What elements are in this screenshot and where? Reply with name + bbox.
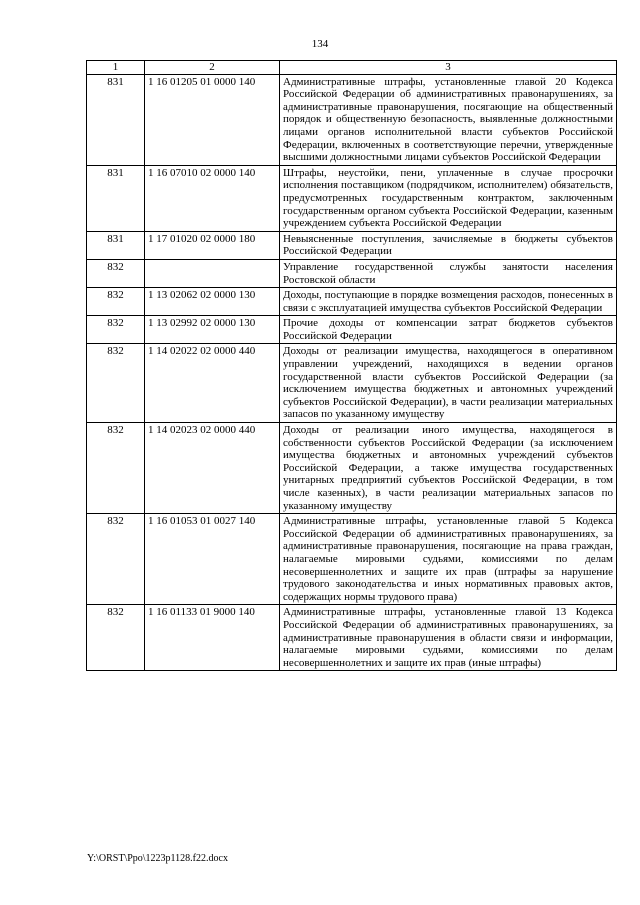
- budget-classification-code-cell: 1 16 07010 02 0000 140: [145, 165, 280, 231]
- column-header-2: 2: [145, 61, 280, 75]
- table-row: [87, 165, 617, 231]
- admin-code-cell: 832: [87, 288, 145, 316]
- table-row: [87, 74, 617, 165]
- table-row: [87, 316, 617, 344]
- admin-code-cell: 831: [87, 74, 145, 165]
- table-row: [87, 344, 617, 423]
- budget-classification-code-cell: [145, 259, 280, 287]
- revenue-description-cell: Невыясненные поступления, зачисляемые в бюджеты субъектов Российской Федерации: [280, 231, 617, 259]
- budget-classification-code-cell: 1 13 02992 02 0000 130: [145, 316, 280, 344]
- admin-code-cell: 832: [87, 259, 145, 287]
- table-row: [87, 231, 617, 259]
- revenue-description-cell: Управление государственной службы занятости населения Ростовской области: [280, 259, 617, 287]
- table-body: [87, 74, 617, 671]
- budget-classification-code-cell: 1 17 01020 02 0000 180: [145, 231, 280, 259]
- column-header-1: 1: [87, 61, 145, 75]
- budget-classification-code-cell: 1 13 02062 02 0000 130: [145, 288, 280, 316]
- column-header-3: 3: [280, 61, 617, 75]
- budget-classification-code-cell: 1 14 02023 02 0000 440: [145, 423, 280, 514]
- admin-code-cell: 831: [87, 231, 145, 259]
- table-row: [87, 423, 617, 514]
- admin-code-cell: 832: [87, 316, 145, 344]
- admin-code-cell: 832: [87, 423, 145, 514]
- footer-file-path: Y:\ORST\Ppo\1223p1128.f22.docx: [87, 853, 228, 864]
- admin-code-cell: 832: [87, 514, 145, 605]
- revenue-codes-table: [86, 60, 617, 671]
- revenue-description-cell: Доходы от реализации имущества, находящегося в оперативном управлении учреждений, находящихся в ведении органов государственной власти субъектов Российской Федерации (за исключением имущества бюджетных и автономных учреждений субъектов Российской Федерации), в части реализации материальных запасов по указанному имуществу: [280, 344, 617, 423]
- admin-code-cell: 832: [87, 344, 145, 423]
- budget-classification-code-cell: 1 16 01205 01 0000 140: [145, 74, 280, 165]
- page-number: 134: [311, 38, 329, 50]
- table-row: [87, 605, 617, 671]
- revenue-description-cell: Административные штрафы, установленные главой 5 Кодекса Российской Федерации об административных правонарушениях, за административные правонарушения, посягающие на права граждан, налагаемые мировыми судьями, комиссиями по делам несовершеннолетних и защите их прав (штрафы за нарушение трудового законодательства и иных нормативных правовых актов, содержащих нормы трудового права): [280, 514, 617, 605]
- table-header-row: [87, 61, 617, 75]
- revenue-description-cell: Доходы, поступающие в порядке возмещения расходов, понесенных в связи с эксплуатацией имущества субъектов Российской Федерации: [280, 288, 617, 316]
- budget-classification-code-cell: 1 16 01133 01 9000 140: [145, 605, 280, 671]
- revenue-description-cell: Штрафы, неустойки, пени, уплаченные в случае просрочки исполнения поставщиком (подрядчиком, исполнителем) обязательств, предусмотренных государственным контрактом, заключенным государственным органом субъекта Российской Федерации, казенным учреждением субъекта Российской Федерации: [280, 165, 617, 231]
- table-row: [87, 259, 617, 287]
- revenue-description-cell: Административные штрафы, установленные главой 13 Кодекса Российской Федерации об административных правонарушениях, за административные правонарушения в области связи и информации, налагаемые мировыми судьями, комиссиями по делам несовершеннолетних и защите их прав (иные штрафы): [280, 605, 617, 671]
- revenue-description-cell: Прочие доходы от компенсации затрат бюджетов субъектов Российской Федерации: [280, 316, 617, 344]
- revenue-description-cell: Доходы от реализации иного имущества, находящегося в собственности субъектов Российской Федерации (за исключением имущества бюджетных и автономных учреждений субъектов Российской Федерации, а также имущества государственных унитарных предприятий субъектов Российской Федерации, в том числе казенных), в части реализации материальных запасов по указанному имуществу: [280, 423, 617, 514]
- revenue-description-cell: Административные штрафы, установленные главой 20 Кодекса Российской Федерации об административных правонарушениях, за административные правонарушения, посягающие на общественный порядок и общественную безопасность, выявленные должностными лицами органов исполнительной власти субъектов Российской Федерации, включенных в соответствующие перечни, утвержденные высшими должностными лицами субъектов Российской Федерации: [280, 74, 617, 165]
- admin-code-cell: 831: [87, 165, 145, 231]
- admin-code-cell: 832: [87, 605, 145, 671]
- budget-classification-code-cell: 1 14 02022 02 0000 440: [145, 344, 280, 423]
- table-row: [87, 514, 617, 605]
- table-row: [87, 288, 617, 316]
- budget-classification-code-cell: 1 16 01053 01 0027 140: [145, 514, 280, 605]
